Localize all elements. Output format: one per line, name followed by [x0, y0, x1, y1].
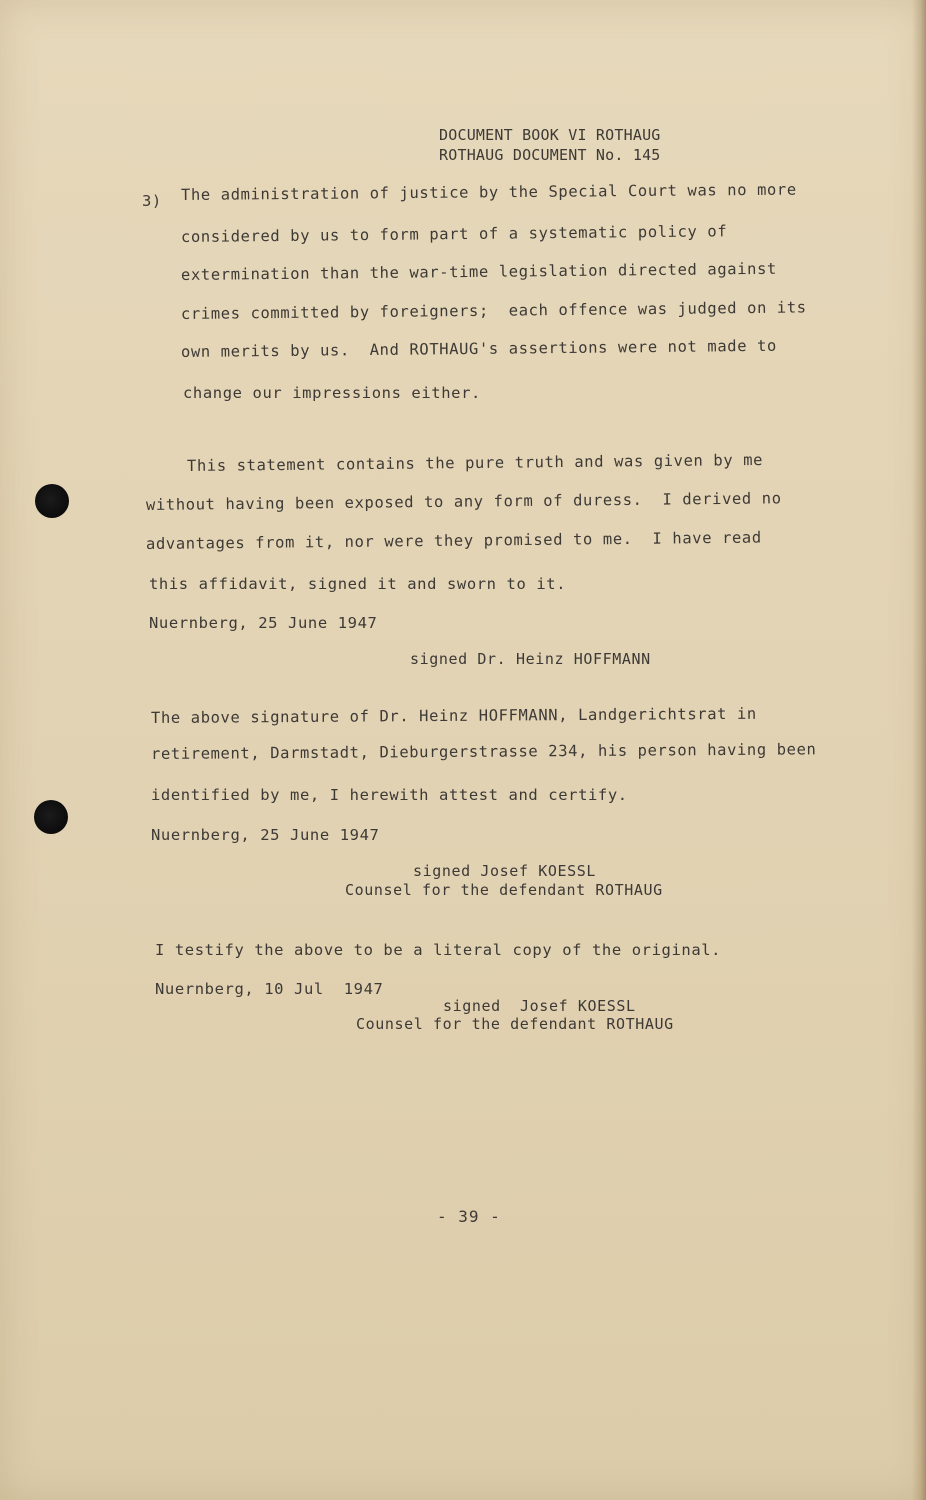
copy-attestation-place-date: Nuernberg, 10 Jul 1947 [155, 980, 384, 998]
statement-line-2: without having been exposed to any form of duress. I derived no [145, 489, 782, 514]
copy-attestation-role: Counsel for the defendant ROTHAUG [356, 1015, 674, 1033]
statement-line-4: this affidavit, signed it and sworn to it. [149, 575, 567, 593]
paragraph3-line-2: considered by us to form part of a systematic policy of [180, 222, 728, 246]
paragraph-number: 3) [142, 192, 162, 210]
certification-line-2: retirement, Darmstadt, Dieburgerstrasse 234, his person having been [150, 740, 817, 763]
punch-hole-top [35, 484, 69, 518]
certification-line-3: identified by me, I herewith attest and certify. [151, 786, 628, 804]
paragraph3-line-6: change our impressions either. [183, 384, 481, 402]
certification-signature: signed Josef KOESSL [413, 862, 596, 880]
copy-attestation-signature: signed Josef KOESSL [443, 997, 636, 1015]
document-book-title: DOCUMENT BOOK VI ROTHAUG [439, 126, 661, 144]
certification-line-1: The above signature of Dr. Heinz HOFFMANN, Landgerichtsrat in [150, 704, 757, 727]
page-edge-shadow [912, 0, 926, 1500]
document-number: ROTHAUG DOCUMENT No. 145 [439, 146, 661, 164]
statement-signature: signed Dr. Heinz HOFFMANN [410, 650, 651, 668]
paragraph3-line-1: The administration of justice by the Special Court was no more [180, 180, 797, 204]
paragraph3-line-4: crimes committed by foreigners; each offence was judged on its [180, 298, 807, 323]
paragraph3-line-5: own merits by us. And ROTHAUG's assertions were not made to [180, 336, 777, 361]
certification-role: Counsel for the defendant ROTHAUG [345, 881, 663, 899]
punch-hole-bottom [34, 800, 68, 834]
copy-attestation-text: I testify the above to be a literal copy of the original. [155, 941, 722, 959]
statement-line-1: This statement contains the pure truth and was given by me [186, 450, 764, 475]
paragraph3-line-3: extermination than the war-time legislation directed against [180, 259, 777, 284]
certification-place-date: Nuernberg, 25 June 1947 [151, 826, 380, 844]
page-number: - 39 - [437, 1207, 501, 1226]
statement-line-3: advantages from it, nor were they promised to me. I have read [145, 528, 762, 553]
statement-place-date: Nuernberg, 25 June 1947 [149, 614, 378, 632]
